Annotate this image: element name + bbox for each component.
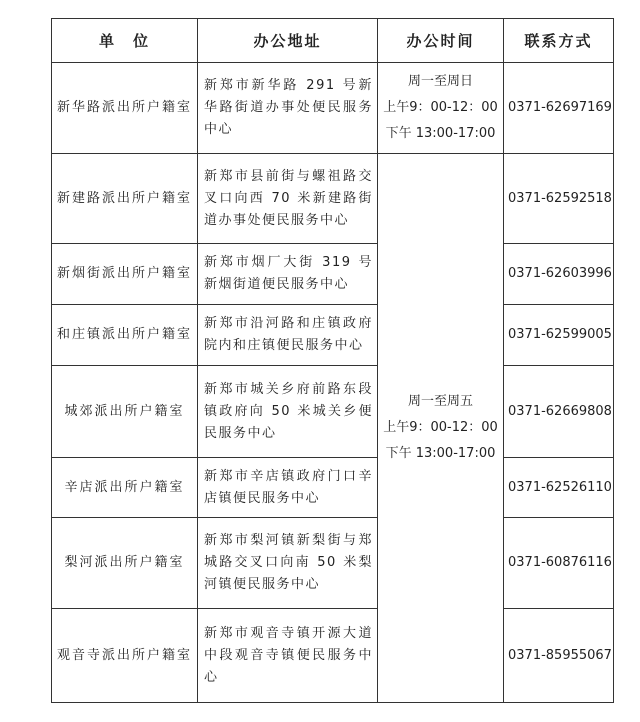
phone-cell: 0371-62603996 [504,244,614,305]
office-hours-weekend [378,63,504,154]
header-time: 办公时间 [378,19,504,63]
table-row [52,458,614,518]
address-cell: 新郑市沿河路和庄镇政府院内和庄镇便民服务中心 [198,305,378,366]
table-row [52,366,614,458]
phone-cell: 0371-60876116 [504,518,614,609]
table-row [52,609,614,703]
address-cell: 新郑市城关乡府前路东段镇政府向 50 米城关乡便民服务中心 [198,366,378,458]
unit-cell: 观音寺派出所户籍室 [52,609,198,703]
unit-cell: 新建路派出所户籍室 [52,154,198,244]
phone-cell: 0371-85955067 [504,609,614,703]
phone-cell: 0371-62526110 [504,458,614,518]
phone-cell: 0371-62697169 [504,63,614,154]
address-cell: 新郑市县前街与螺祖路交叉口向西 70 米新建路街道办事处便民服务中心 [198,154,378,244]
hours-morning: 上午9：00-12：00 [383,420,498,435]
unit-cell: 辛店派出所户籍室 [52,458,198,518]
table-row [52,63,614,154]
hours-afternoon: 下午 13:00-17:00 [385,446,496,461]
table-row [52,305,614,366]
address-cell: 新郑市烟厂大街 319 号新烟街道便民服务中心 [198,244,378,305]
address-cell: 新郑市辛店镇政府门口辛店镇便民服务中心 [198,458,378,518]
unit-cell: 和庄镇派出所户籍室 [52,305,198,366]
phone-cell: 0371-62592518 [504,154,614,244]
unit-cell: 新华路派出所户籍室 [52,63,198,154]
address-cell: 新郑市梨河镇新梨街与郑城路交叉口向南 50 米梨河镇便民服务中心 [198,518,378,609]
table-row [52,244,614,305]
table-row [52,518,614,609]
hours-days: 周一至周日 [407,74,473,89]
phone-cell: 0371-62669808 [504,366,614,458]
unit-cell: 新烟街派出所户籍室 [52,244,198,305]
hours-afternoon: 下午 13:00-17:00 [385,126,496,141]
phone-cell: 0371-62599005 [504,305,614,366]
header-address: 办公地址 [198,19,378,63]
address-cell: 新郑市新华路 291 号新华路街道办事处便民服务中心 [198,63,378,154]
hours-morning: 上午9：00-12：00 [383,100,498,115]
office-hours-weekday [378,154,504,703]
table-header-row [52,19,614,63]
header-contact: 联系方式 [504,19,614,63]
office-info-table [51,18,614,703]
header-unit: 单 位 [52,19,198,63]
unit-cell: 城郊派出所户籍室 [52,366,198,458]
unit-cell: 梨河派出所户籍室 [52,518,198,609]
address-cell: 新郑市观音寺镇开源大道中段观音寺镇便民服务中心 [198,609,378,703]
hours-days: 周一至周五 [407,394,473,409]
table-row [52,154,614,244]
